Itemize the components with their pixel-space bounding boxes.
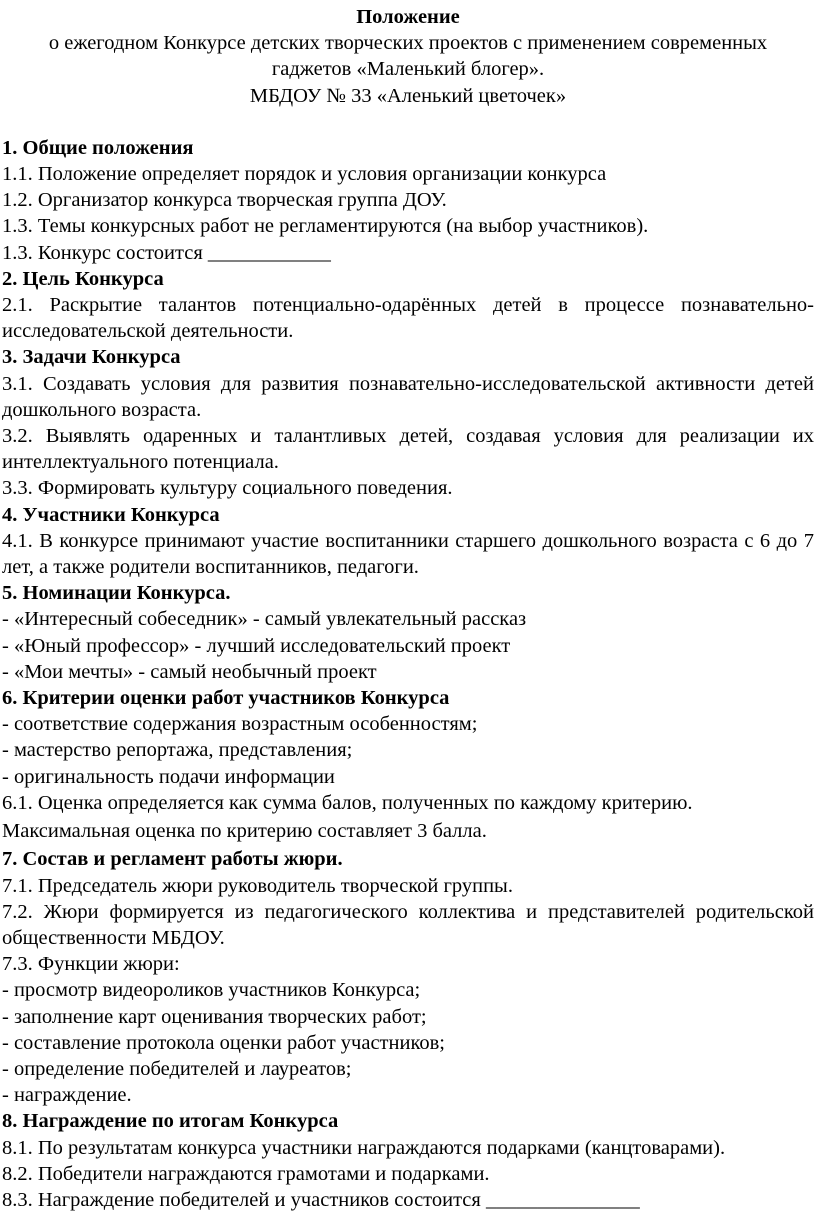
section-8-item: 8.1. По результатам конкурса участники награждаются подарками (канцтоварами). — [2, 1136, 726, 1159]
document-title: Положение — [356, 6, 460, 28]
section-1-item: 1.2. Организатор конкурса творческая группа ДОУ. — [2, 189, 447, 212]
section-1-item: 1.3. Конкурс состоится ____________ — [2, 241, 331, 264]
section-1-heading: 1. Общие положения — [2, 136, 194, 159]
section-7-item: - просмотр видеороликов участников Конкурса; — [2, 979, 421, 1002]
section-5-item: - «Мои мечты» - самый необычный проект — [2, 660, 377, 683]
section-8-item: 8.3. Награждение победителей и участников состоится _______________ — [2, 1188, 640, 1211]
section-7-item: 7.3. Функции жюри: — [2, 953, 180, 976]
section-7-item: - определение победителей и лауреатов; — [2, 1057, 352, 1080]
section-6-item: Максимальная оценка по критерию составляет 3 балла. — [2, 820, 487, 843]
section-2-paragraph: 2.1. Раскрытие талантов потенциально-одарённых детей в процессе познавательно-исследовательской деятельности. — [2, 294, 814, 343]
section-3-paragraph: 3.1. Создавать условия для развития познавательно-исследовательской активности детей дошкольного возраста. — [2, 372, 814, 421]
section-5-item: - «Интересный собеседник» - самый увлекательный рассказ — [2, 608, 527, 631]
section-1-item: 1.3. Темы конкурсных работ не регламентируются (на выбор участников). — [2, 215, 649, 238]
document-subtitle-line-1: о ежегодном Конкурсе детских творческих проектов с применением современных — [48, 32, 768, 55]
section-4-heading: 4. Участники Конкурса — [2, 503, 220, 526]
section-4-paragraph: 4.1. В конкурсе принимают участие воспитанники старшего дошкольного возраста с 6 до 7 лет, а также родители воспитанников, педагоги. — [2, 529, 814, 579]
section-5-heading: 5. Номинации Конкурса. — [2, 582, 231, 605]
section-6-item: - соответствие содержания возрастным особенностям; — [2, 713, 478, 736]
section-6-item: - мастерство репортажа, представления; — [2, 739, 353, 762]
section-7-item: - составление протокола оценки работ участников; — [2, 1031, 446, 1054]
section-6-heading: 6. Критерии оценки работ участников Конкурса — [2, 687, 450, 710]
document-page — [2, 4, 814, 1213]
section-6-item: 6.1. Оценка определяется как сумма балов, полученных по каждому критерию. — [2, 791, 693, 814]
section-7-heading: 7. Состав и регламент работы жюри. — [2, 848, 343, 871]
document-subtitle-line-3: МБДОУ № 33 «Аленький цветочек» — [249, 84, 567, 107]
section-2-heading: 2. Цель Конкурса — [2, 267, 164, 290]
section-7-item: - награждение. — [2, 1084, 132, 1107]
section-6-item: - оригинальность подачи информации — [2, 765, 335, 788]
section-7-item: - заполнение карт оценивания творческих работ; — [2, 1005, 427, 1028]
section-8-item: 8.2. Победители награждаются грамотами и подарками. — [2, 1162, 490, 1185]
section-1-item: 1.1. Положение определяет порядок и условия организации конкурса — [2, 163, 607, 186]
section-5-item: - «Юный профессор» - лучший исследовательский проект — [2, 634, 511, 657]
document-subtitle-line-2: гаджетов «Маленький блогер». — [271, 58, 545, 81]
section-3-paragraph: 3.2. Выявлять одаренных и талантливых детей, создавая условия для реализации их интеллектуального потенциала. — [2, 425, 814, 474]
section-7-paragraph: 7.2. Жюри формируется из педагогического коллектива и представителей родительской общественности МБДОУ. — [2, 900, 814, 949]
section-8-heading: 8. Награждение по итогам Конкурса — [2, 1110, 339, 1133]
spacer — [2, 109, 814, 135]
section-7-item: 7.1. Председатель жюри руководитель творческой группы. — [2, 874, 513, 897]
section-3-paragraph: 3.3. Формировать культуру социального поведения. — [2, 477, 453, 500]
section-3-heading: 3. Задачи Конкурса — [2, 346, 181, 369]
